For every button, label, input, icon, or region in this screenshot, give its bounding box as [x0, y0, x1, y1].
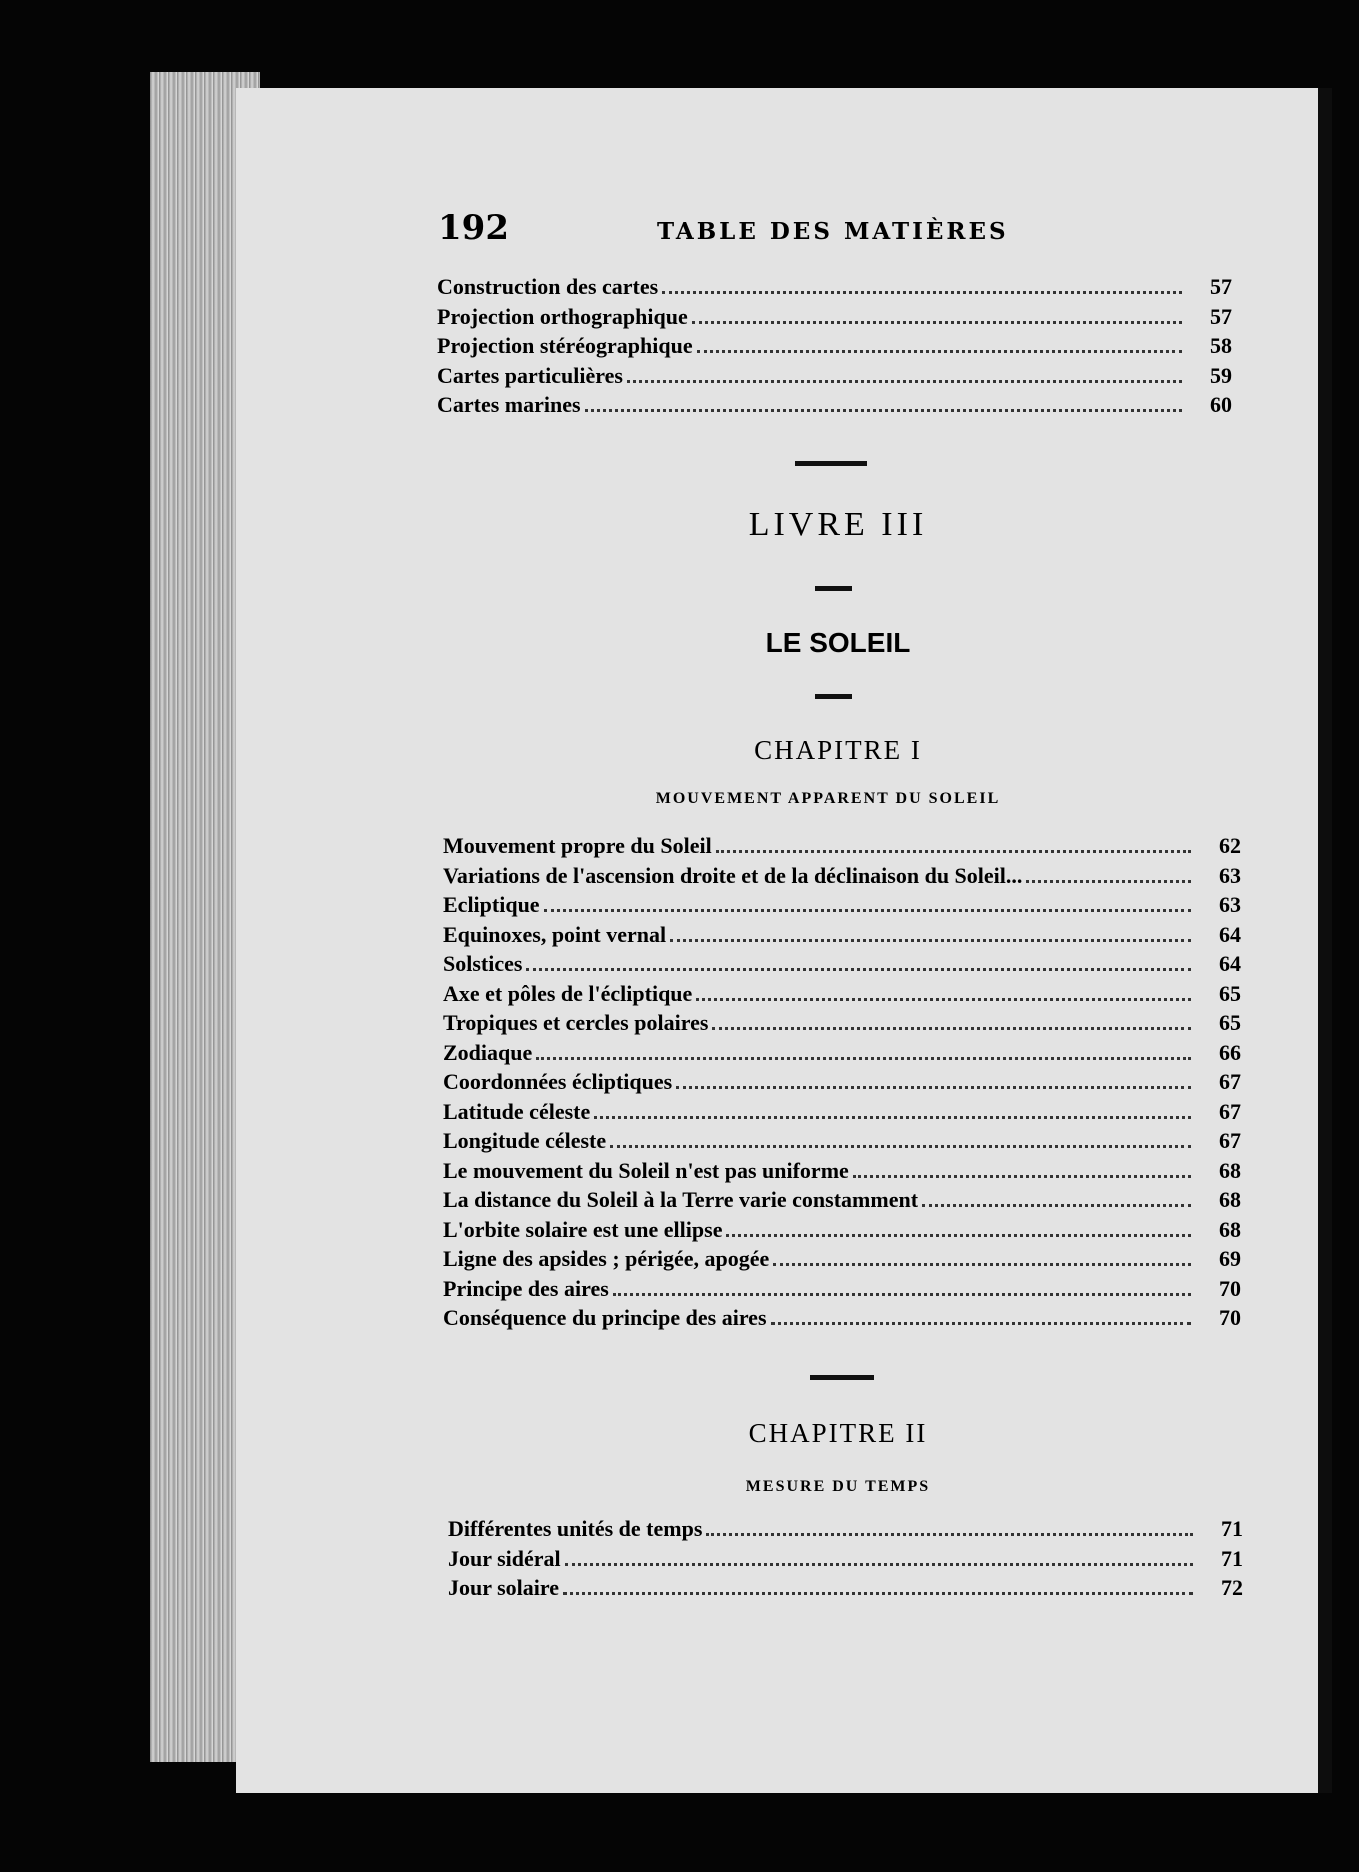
dot-leader [696, 998, 1191, 1001]
toc-entry-page: 72 [1221, 1575, 1243, 1600]
toc-entry-page: 68 [1219, 1187, 1241, 1212]
toc-entry[interactable] [448, 1575, 1243, 1605]
toc-entry-title: Projection stéréographique [437, 333, 693, 358]
toc-entry[interactable] [443, 1276, 1241, 1306]
toc-entry-page: 67 [1219, 1069, 1241, 1094]
chapter-title: CHAPITRE I [754, 735, 922, 765]
running-title: TABLE DES MATIÈRES [657, 218, 1009, 245]
toc-entry-page: 62 [1219, 833, 1241, 858]
toc-entry[interactable] [443, 1246, 1241, 1276]
page-shadow-edge [1318, 88, 1332, 1793]
dot-leader [716, 850, 1191, 853]
page-number: 192 [438, 208, 509, 248]
chapter-subtitle: MOUVEMENT APPARENT DU SOLEIL [655, 790, 1001, 807]
toc-entry[interactable] [443, 1040, 1241, 1070]
toc-entry[interactable] [437, 274, 1232, 304]
toc-entry-title: Différentes unités de temps [448, 1516, 703, 1541]
toc-entry-page: 57 [1210, 303, 1232, 329]
toc-entry[interactable] [443, 1187, 1241, 1217]
dot-leader [692, 321, 1182, 324]
dot-leader [726, 1234, 1191, 1237]
dot-leader [697, 350, 1182, 353]
toc-entry-title: Principe des aires [443, 1275, 609, 1301]
toc-entry[interactable] [443, 981, 1241, 1011]
toc-entry[interactable] [443, 1158, 1241, 1188]
toc-entry-title: Le mouvement du Soleil n'est pas uniforme [443, 1157, 849, 1183]
toc-entry-page: 63 [1219, 892, 1241, 917]
toc-entry-page: 64 [1219, 921, 1241, 947]
toc-entry-title: Ligne des apsides ; périgée, apogée [443, 1246, 770, 1271]
toc-entry-page: 57 [1210, 274, 1232, 299]
toc-entry[interactable] [437, 392, 1232, 422]
section-rule [810, 1375, 874, 1380]
toc-entry[interactable] [448, 1546, 1243, 1576]
dot-leader [922, 1204, 1191, 1207]
toc-entry-title: Zodiaque [443, 1039, 533, 1065]
dot-leader [594, 1116, 1191, 1119]
toc-entry-title: Conséquence du principe des aires [443, 1305, 767, 1330]
dot-leader [536, 1057, 1191, 1060]
toc-entry[interactable] [443, 892, 1241, 922]
toc-entry[interactable] [443, 1305, 1241, 1335]
toc-entry-page: 67 [1219, 1098, 1241, 1124]
toc-entry[interactable] [443, 1099, 1241, 1129]
toc-entry[interactable] [443, 1217, 1241, 1247]
toc-entry-page: 63 [1219, 862, 1241, 888]
toc-entry-title: La distance du Soleil à la Terre varie constamment [443, 1187, 919, 1212]
dot-leader [706, 1533, 1193, 1536]
toc-entry[interactable] [437, 333, 1232, 363]
dot-leader [1026, 880, 1191, 883]
toc-entry-page: 71 [1221, 1516, 1243, 1541]
dot-leader [712, 1027, 1191, 1030]
dot-leader [544, 909, 1191, 912]
toc-entry-title: L'orbite solaire est une ellipse [443, 1216, 723, 1242]
toc-entry-title: Construction des cartes [437, 274, 659, 299]
toc-entry-page: 64 [1219, 951, 1241, 976]
toc-entry-page: 65 [1219, 980, 1241, 1006]
section-rule [795, 461, 867, 466]
toc-entry[interactable] [437, 304, 1232, 334]
toc-entry[interactable] [443, 922, 1241, 952]
section-rule [815, 586, 852, 591]
dot-leader [565, 1563, 1193, 1566]
dot-leader [613, 1293, 1191, 1296]
dot-leader [853, 1175, 1191, 1178]
toc-entry-title: Coordonnées écliptiques [443, 1069, 673, 1094]
toc-entry[interactable] [443, 833, 1241, 863]
toc-entry-page: 60 [1210, 392, 1232, 417]
toc-entry-page: 70 [1219, 1275, 1241, 1301]
chapter-subtitle: MESURE DU TEMPS [745, 1478, 931, 1495]
toc-entry-title: Tropiques et cercles polaires [443, 1010, 709, 1035]
toc-entry-title: Jour solaire [448, 1575, 560, 1600]
toc-entry-page: 66 [1219, 1039, 1241, 1065]
toc-entry-page: 68 [1219, 1157, 1241, 1183]
toc-top-list [437, 274, 1232, 422]
toc-entry-page: 71 [1221, 1545, 1243, 1571]
chapter-title: CHAPITRE II [748, 1418, 928, 1448]
livre-title: LIVRE III [748, 506, 928, 543]
toc-entry-page: 68 [1219, 1216, 1241, 1242]
dot-leader [771, 1322, 1191, 1325]
toc-entry-title: Cartes particulières [437, 362, 623, 388]
toc-entry-title: Longitude céleste [443, 1128, 607, 1153]
toc-entry-title: Ecliptique [443, 892, 540, 917]
dot-leader [585, 409, 1182, 412]
running-head [438, 208, 1038, 252]
toc-entry-title: Cartes marines [437, 392, 581, 417]
dot-leader [563, 1592, 1193, 1595]
toc-entry[interactable] [443, 863, 1241, 893]
toc-entry[interactable] [443, 1128, 1241, 1158]
toc-entry[interactable] [437, 363, 1232, 393]
section-rule [815, 694, 852, 699]
dot-leader [610, 1145, 1191, 1148]
toc-entry-page: 69 [1219, 1246, 1241, 1271]
dot-leader [773, 1263, 1191, 1266]
toc-entry-title: Axe et pôles de l'écliptique [443, 980, 693, 1006]
toc-entry-page: 65 [1219, 1010, 1241, 1035]
toc-entry[interactable] [443, 951, 1241, 981]
toc-entry-title: Equinoxes, point vernal [443, 921, 667, 947]
toc-chapter2-list [448, 1516, 1243, 1605]
dot-leader [662, 291, 1182, 294]
dot-leader [526, 968, 1191, 971]
dot-leader [670, 939, 1191, 942]
toc-entry-title: Latitude céleste [443, 1098, 591, 1124]
dot-leader [627, 380, 1182, 383]
toc-entry-page: 67 [1219, 1128, 1241, 1153]
toc-entry[interactable] [443, 1010, 1241, 1040]
toc-entry[interactable] [448, 1516, 1243, 1546]
toc-entry-title: Solstices [443, 951, 523, 976]
toc-entry-title: Mouvement propre du Soleil [443, 833, 712, 858]
dot-leader [676, 1086, 1191, 1089]
toc-entry-title: Variations de l'ascension droite et de la déclinaison du Soleil... [443, 862, 1023, 888]
toc-entry-page: 58 [1210, 333, 1232, 358]
toc-entry-title: Projection orthographique [437, 303, 688, 329]
part-title: LE SOLEIL [765, 627, 911, 658]
toc-entry-title: Jour sidéral [448, 1545, 561, 1571]
toc-chapter1-list [443, 833, 1241, 1335]
toc-entry[interactable] [443, 1069, 1241, 1099]
toc-entry-page: 59 [1210, 362, 1232, 388]
toc-entry-page: 70 [1219, 1305, 1241, 1330]
